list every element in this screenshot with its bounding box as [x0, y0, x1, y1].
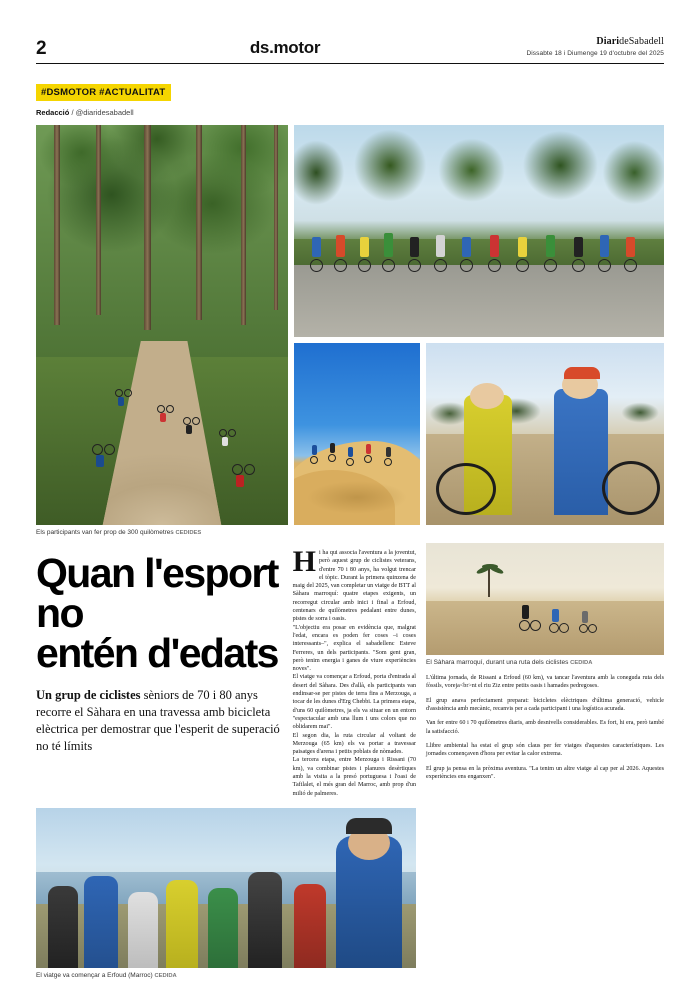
- body-paragraph: La tercera etapa, entre Merzouga i Rissani (70 km), va combinar pistes i planures desèrtiques amb la visita a la presó portuguesa i l'oasi de Tafilalet, el més gran del Marroc, amb prop d'un milió de palmeres.: [292, 757, 416, 797]
- body-column-right: [426, 674, 664, 781]
- brand-light: deSabadell: [619, 36, 664, 47]
- newspaper-brand: [454, 36, 664, 47]
- kicker-row: [36, 82, 664, 117]
- caption-text: El viatge va començar a Erfoud (Marroc): [36, 971, 153, 979]
- byline: [36, 108, 664, 117]
- photo-dune-riders: [294, 343, 420, 525]
- masthead-right: [454, 36, 664, 58]
- article-body: [36, 543, 664, 981]
- standfirst-lead: Un grup de ciclistes: [36, 688, 141, 702]
- issue-date: Dissabte 18 i Diumenge 19 d'octubre del 2025: [526, 50, 664, 57]
- body-paragraph: El grup ja pensa en la pròxima aventura. "La tenim un altre viatge al cap per al 2026. Aquestes experiències ens enganxen".: [426, 765, 664, 781]
- photo-sahara-route: [426, 543, 664, 655]
- caption-credit: CEDIDA: [570, 660, 593, 666]
- section-title: ds.motor: [249, 38, 321, 57]
- body-paragraph: [292, 545, 416, 624]
- caption-text: El Sàhara marroquí, durant una ruta dels ciclistes: [426, 659, 569, 666]
- photo-forest-riders: [36, 125, 288, 525]
- caption-text: Els participants van fer prop de 300 quilòmetres: [36, 529, 174, 536]
- body-paragraph: Llibre ambiental ha estat el grup són claus per fer viatges d'aquestes característiques. Les jornades començaven d'hora per evitar la calor extrema.: [426, 743, 664, 758]
- caption-credit: CEDIDA: [154, 972, 177, 979]
- body-paragraph: El grup anava perfectament preparat: bicicletes elèctriques d'última generació, vehicle d'assistència amb mecànic, recanvis per a cada participant i una logística acurada.: [426, 697, 664, 713]
- body-text: i ha qui associa l'aventura a la joventut, però aquest grup de ciclistes veterans, d'entre 70 i 80 anys, ha volgut trencar el tòpic. Durant la primera quinzena de maig del 2025, van completar un viatge de BTT al Sàhara marroquí: quatre etapes exigents, un recorregut circular amb inici i final a Erfoud, centenars de quilòmetres pedalant entre dunes, pistes de sorra i oasis.: [292, 550, 416, 623]
- page-number: 2: [36, 38, 47, 59]
- photo-two-riders: [426, 343, 664, 525]
- left-column: [36, 543, 416, 981]
- body-paragraph: El viatge va començar a Erfoud, porta d'entrada al desert del Sàhara. Des d'allà, els participants van endinsar-se per pistes de terra fins a Merzouga, a tocar de les dunes d'Erg Chebbi. La primera etapa, d'uns 60 quilòmetres, ja els va situar en un entorn "espectacular amb una llum i uns colors que no oblidarem mai".: [292, 674, 416, 731]
- dropcap: H: [292, 545, 317, 578]
- photo-group-bikes: [294, 125, 664, 337]
- photo-erfoud-group: [36, 808, 416, 968]
- headline-line-1: Quan l'esport no: [36, 550, 278, 636]
- body-paragraph: "L'objectiu era posar en evidència que, malgrat l'edat, encara es poden fer coses –i coses interessants–", explica el sabadellenc Esteve Ferreres, un dels participants. "Som gent gran, però tenim energia i ganes de viure experiències noves".: [292, 624, 416, 673]
- right-column: [426, 543, 664, 981]
- standfirst-rest: sèniors de 70 i 80 anys recorre el Sàhara en una travessa amb bicicleta elèctrica per demostrar que l'esperit de superació no té límits: [36, 688, 280, 753]
- body-column-middle: [292, 545, 416, 798]
- page-title: [36, 550, 283, 676]
- caption-credit: CEDIDES: [175, 530, 202, 536]
- kicker-tag: #DSMOTOR #ACTUALITAT: [36, 84, 171, 101]
- body-paragraph: L'última jornada, de Rissani a Erfoud (60 km), va tancar l'aventura amb la coneguda ruta dels fòssils, voreja<br>nt el riu Ziz entre petits oasis i hamades pedregoses.: [426, 675, 664, 690]
- photo-caption-sahara: [426, 658, 664, 668]
- photo-caption-erfoud: [36, 971, 416, 981]
- photo-grid: [36, 125, 664, 525]
- photo-caption-forest: [36, 528, 664, 538]
- byline-handle: / @diaridesabadell: [69, 108, 134, 117]
- byline-author: Redacció: [36, 108, 70, 117]
- body-paragraph: Van fer entre 60 i 70 quilòmetres diaris, amb desnivells considerables. Es fort, hi era, però també la satisfacció.: [426, 720, 664, 735]
- body-paragraph: El segon dia, la ruta circular al voltant de Merzouga (65 km) els va portar a travessar paisatges d'arena i petits poblats de nòmades.: [292, 732, 416, 756]
- article-standfirst: [36, 687, 283, 755]
- headline-line-2: entén d'edats: [36, 630, 278, 676]
- brand-bold: Diari: [596, 36, 620, 47]
- masthead: [36, 30, 664, 64]
